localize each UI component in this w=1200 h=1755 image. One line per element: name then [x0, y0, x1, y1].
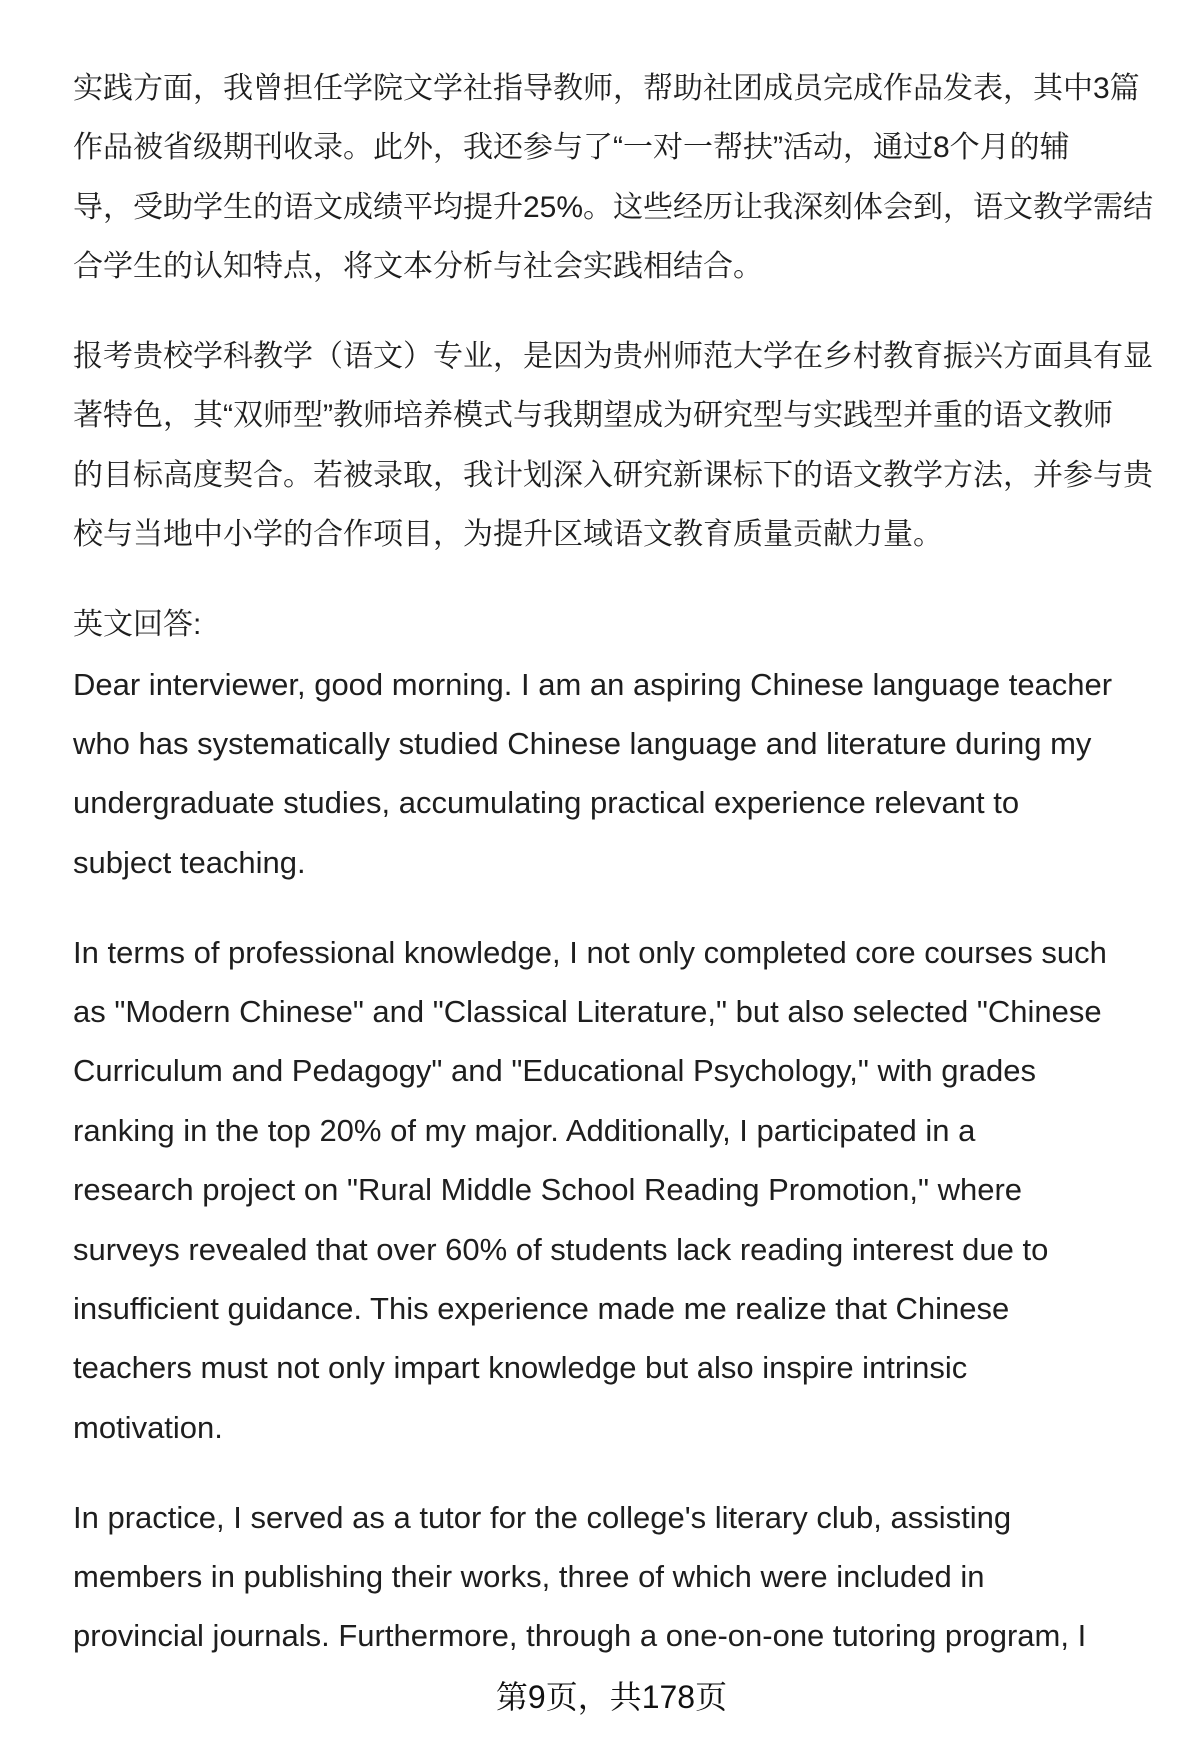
text-line: teachers must not only impart knowledge but also inspire intrinsic [73, 1350, 968, 1386]
en-paragraph-introduction [73, 655, 1153, 893]
text-line: surveys revealed that over 60% of students lack reading interest due to [73, 1231, 1049, 1267]
document-body [73, 59, 1153, 1696]
en-paragraph-knowledge [73, 923, 1153, 1458]
text-line: who has systematically studied Chinese language and literature during my [73, 725, 1092, 761]
text-line: 合学生的认知特点，将文本分析与社会实践相结合。 [73, 250, 763, 284]
text-line: 的目标高度契合。若被录取，我计划深入研究新课标下的语文教学方法，并参与贵 [73, 458, 1153, 492]
zh-paragraph-practice [73, 59, 1153, 297]
text-line: 著特色，其“双师型”教师培养模式与我期望成为研究型与实践型并重的语文教师 [73, 399, 1113, 433]
page-number: 第9页，共178页 [495, 1679, 728, 1715]
text-line: 作品被省级期刊收录。此外，我还参与了“一对一帮扶”活动，通过8个月的辅 [73, 131, 1070, 165]
text-line: ranking in the top 20% of my major. Additionally, I participated in a [73, 1112, 976, 1148]
text-line: motivation. [73, 1409, 223, 1445]
text-line: research project on "Rural Middle School Reading Promotion," where [73, 1172, 1023, 1208]
text-line: 导，受助学生的语文成绩平均提升25%。这些经历让我深刻体会到，语文教学需结 [73, 190, 1154, 224]
text-line: Curriculum and Pedagogy" and "Educational Psychology," with grades [73, 1053, 1036, 1089]
text-line: subject teaching. [73, 844, 306, 880]
text-line: 报考贵校学科教学（语文）专业，是因为贵州师范大学在乡村教育振兴方面具有显 [73, 340, 1153, 374]
text-line: as "Modern Chinese" and "Classical Literature," but also selected "Chinese [73, 993, 1102, 1029]
page-footer [73, 1667, 1150, 1727]
text-line: In practice, I served as a tutor for the college's literary club, assisting [73, 1499, 1012, 1535]
en-paragraph-practice [73, 1488, 1153, 1666]
text-line: 校与当地中小学的合作项目，为提升区域语文教育质量贡献力量。 [73, 518, 943, 552]
text-line: members in publishing their works, three of which were included in [73, 1558, 985, 1594]
text-line: In terms of professional knowledge, I not only completed core courses such [73, 934, 1107, 970]
text-line: Dear interviewer, good morning. I am an aspiring Chinese language teacher [73, 666, 1113, 702]
zh-paragraph-motivation [73, 327, 1153, 565]
text-line: undergraduate studies, accumulating practical experience relevant to [73, 785, 1020, 821]
section-heading-english-answer: 英文回答: [73, 608, 202, 642]
text-line: 实践方面，我曾担任学院文学社指导教师，帮助社团成员完成作品发表，其中3篇 [73, 72, 1140, 105]
text-line: insufficient guidance. This experience made me realize that Chinese [73, 1290, 1010, 1326]
text-line: provincial journals. Furthermore, through a one-on-one tutoring program, I [73, 1618, 1087, 1654]
